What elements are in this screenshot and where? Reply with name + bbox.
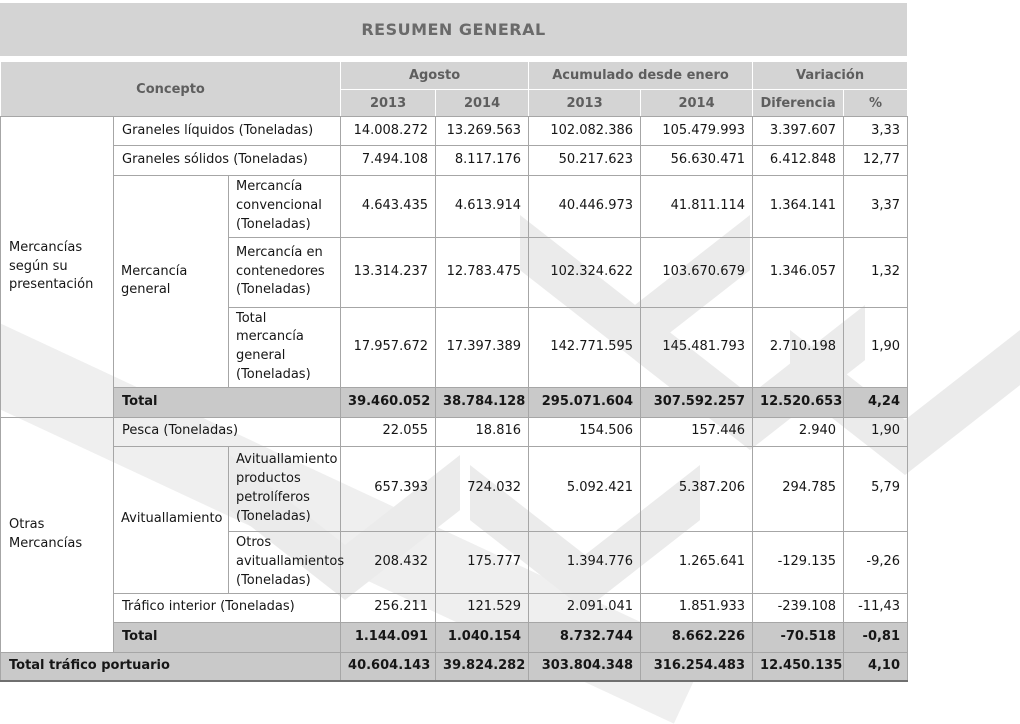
- value-cell: 1,90: [844, 307, 908, 387]
- value-cell: 294.785: [753, 446, 844, 531]
- page-title: RESUMEN GENERAL: [361, 20, 546, 39]
- table-row: [1, 117, 908, 146]
- value-cell: 40.446.973: [529, 176, 641, 238]
- value-cell: 41.811.114: [641, 176, 753, 238]
- table-row: [1, 593, 908, 622]
- value-cell: 103.670.679: [641, 237, 753, 307]
- value-cell: 1.394.776: [529, 531, 641, 593]
- value-cell: 5.387.206: [641, 446, 753, 531]
- value-cell: 1.040.154: [436, 622, 529, 652]
- value-cell: 40.604.143: [341, 652, 436, 681]
- group-label-otras-mercancias: Otras Mercancías: [1, 417, 114, 652]
- value-cell: 157.446: [641, 417, 753, 446]
- header-acumulado-2014: 2014: [641, 90, 753, 117]
- row-label-mercancia-contenedores: Mercancía en contenedores (Toneladas): [229, 237, 341, 307]
- value-cell: 1.851.933: [641, 593, 753, 622]
- row-label-trafico-interior: Tráfico interior (Toneladas): [114, 593, 341, 622]
- value-cell: 17.957.672: [341, 307, 436, 387]
- subgroup-label-avituallamiento: Avituallamiento: [114, 446, 229, 593]
- value-cell: 50.217.623: [529, 146, 641, 176]
- header-acumulado-2013: 2013: [529, 90, 641, 117]
- value-cell: 1.364.141: [753, 176, 844, 238]
- value-cell: 5.092.421: [529, 446, 641, 531]
- value-cell: -9,26: [844, 531, 908, 593]
- value-cell: 2.091.041: [529, 593, 641, 622]
- value-cell: 295.071.604: [529, 387, 641, 417]
- value-cell: -239.108: [753, 593, 844, 622]
- value-cell: 12.783.475: [436, 237, 529, 307]
- summary-table: [0, 61, 908, 682]
- table-row: [1, 176, 908, 238]
- header-agosto: Agosto: [341, 62, 529, 90]
- value-cell: 316.254.483: [641, 652, 753, 681]
- value-cell: 4.643.435: [341, 176, 436, 238]
- value-cell: 2.940: [753, 417, 844, 446]
- value-cell: 12,77: [844, 146, 908, 176]
- value-cell: 12.520.653: [753, 387, 844, 417]
- value-cell: 102.082.386: [529, 117, 641, 146]
- value-cell: 4,24: [844, 387, 908, 417]
- value-cell: 6.412.848: [753, 146, 844, 176]
- header-pct: %: [844, 90, 908, 117]
- row-label-total-mercancia-general: Total mercancía general (Toneladas): [229, 307, 341, 387]
- value-cell: 39.824.282: [436, 652, 529, 681]
- value-cell: 8.117.176: [436, 146, 529, 176]
- value-cell: 14.008.272: [341, 117, 436, 146]
- header-concepto: Concepto: [1, 62, 341, 117]
- value-cell: 4.613.914: [436, 176, 529, 238]
- value-cell: 145.481.793: [641, 307, 753, 387]
- value-cell: -11,43: [844, 593, 908, 622]
- value-cell: 38.784.128: [436, 387, 529, 417]
- row-label-graneles-liquidos: Graneles líquidos (Toneladas): [114, 117, 341, 146]
- table-row: [1, 446, 908, 531]
- row-label-avituallamiento-petroliferos: Avituallamiento productos petrolíferos (Toneladas): [229, 446, 341, 531]
- value-cell: 5,79: [844, 446, 908, 531]
- value-cell: 3.397.607: [753, 117, 844, 146]
- value-cell: -70.518: [753, 622, 844, 652]
- value-cell: 13.269.563: [436, 117, 529, 146]
- value-cell: 2.710.198: [753, 307, 844, 387]
- subgroup-label-mercancia-general: Mercancía general: [114, 176, 229, 388]
- value-cell: 1.346.057: [753, 237, 844, 307]
- value-cell: 102.324.622: [529, 237, 641, 307]
- value-cell: 8.662.226: [641, 622, 753, 652]
- value-cell: 12.450.135: [753, 652, 844, 681]
- value-cell: 142.771.595: [529, 307, 641, 387]
- value-cell: -0,81: [844, 622, 908, 652]
- value-cell: 18.816: [436, 417, 529, 446]
- value-cell: 1.144.091: [341, 622, 436, 652]
- value-cell: 56.630.471: [641, 146, 753, 176]
- header-diferencia: Diferencia: [753, 90, 844, 117]
- value-cell: 1,32: [844, 237, 908, 307]
- value-cell: 256.211: [341, 593, 436, 622]
- total-label: Total: [114, 622, 341, 652]
- value-cell: 303.804.348: [529, 652, 641, 681]
- group-label-mercancias: Mercancías según su presentación: [1, 117, 114, 418]
- grand-total-row: [1, 652, 908, 681]
- row-label-mercancia-convencional: Mercancía convencional (Toneladas): [229, 176, 341, 238]
- total-row-otras: [1, 622, 908, 652]
- value-cell: 7.494.108: [341, 146, 436, 176]
- value-cell: 121.529: [436, 593, 529, 622]
- header-agosto-2014: 2014: [436, 90, 529, 117]
- value-cell: 22.055: [341, 417, 436, 446]
- total-row-mercancias: [1, 387, 908, 417]
- row-label-graneles-solidos: Graneles sólidos (Toneladas): [114, 146, 341, 176]
- header-agosto-2013: 2013: [341, 90, 436, 117]
- value-cell: 1.265.641: [641, 531, 753, 593]
- grand-total-label: Total tráfico portuario: [1, 652, 341, 681]
- value-cell: 208.432: [341, 531, 436, 593]
- value-cell: 307.592.257: [641, 387, 753, 417]
- value-cell: 13.314.237: [341, 237, 436, 307]
- value-cell: -129.135: [753, 531, 844, 593]
- table-row: [1, 146, 908, 176]
- value-cell: 8.732.744: [529, 622, 641, 652]
- value-cell: 657.393: [341, 446, 436, 531]
- value-cell: 3,37: [844, 176, 908, 238]
- row-label-pesca: Pesca (Toneladas): [114, 417, 341, 446]
- value-cell: 1,90: [844, 417, 908, 446]
- header-variacion: Variación: [753, 62, 908, 90]
- value-cell: 4,10: [844, 652, 908, 681]
- header-acumulado: Acumulado desde enero: [529, 62, 753, 90]
- value-cell: 724.032: [436, 446, 529, 531]
- value-cell: 17.397.389: [436, 307, 529, 387]
- value-cell: 105.479.993: [641, 117, 753, 146]
- value-cell: 154.506: [529, 417, 641, 446]
- table-row: [1, 417, 908, 446]
- value-cell: 175.777: [436, 531, 529, 593]
- value-cell: 39.460.052: [341, 387, 436, 417]
- total-label: Total: [114, 387, 341, 417]
- value-cell: 3,33: [844, 117, 908, 146]
- title-bar: [0, 3, 907, 56]
- row-label-otros-avituallamientos: Otros avituallamientos (Toneladas): [229, 531, 341, 593]
